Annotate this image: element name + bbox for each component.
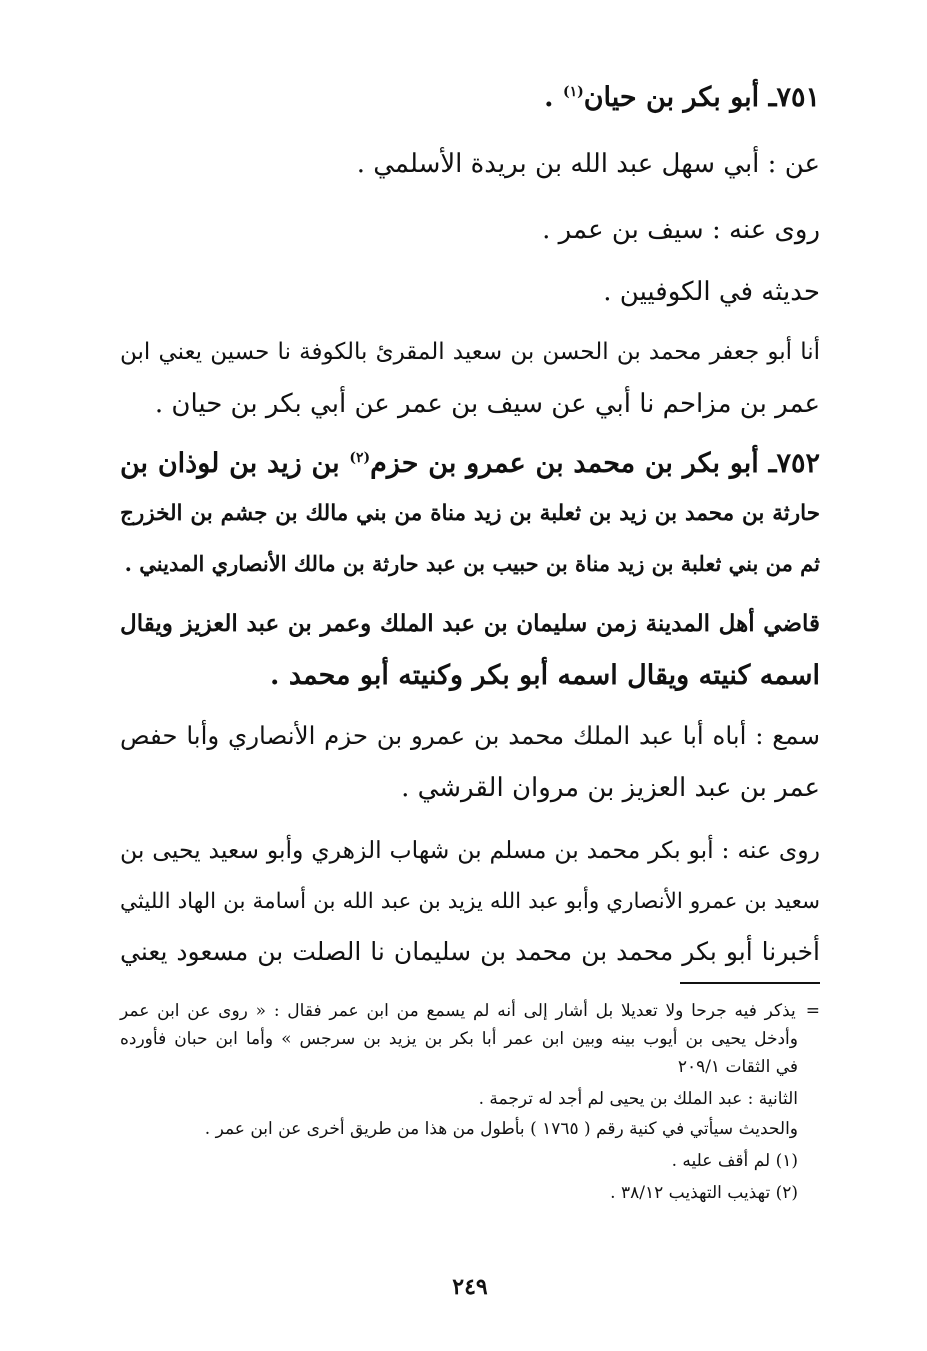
footnote-rule bbox=[680, 982, 820, 984]
entry-752-rawa-line-1: روى عنه : أبو بكر محمد بن مسلم بن شهاب الزهري وأبو سعيد يحيى بن bbox=[120, 836, 820, 864]
footnote-cont-line-1 bbox=[120, 998, 820, 1024]
footnote-2: (٢) تهذيب التهذيب ٣٨/١٢ . bbox=[610, 1183, 798, 1203]
entry-751-rawa: روى عنه : سيف بن عمر . bbox=[542, 215, 820, 245]
entry-752-rawa-line-2: سعيد بن عمرو الأنصاري وأبو عبد الله يزيد بن عبد الله بن أسامة بن الهاد الليثي bbox=[120, 889, 820, 914]
footnote-cont-line-3: في الثقات ٢٠٩/١ bbox=[677, 1057, 798, 1077]
entry-751-an: عن : أبي سهل عبد الله بن بريدة الأسلمي . bbox=[356, 149, 820, 179]
entry-751-isnad-line-1: أنا أبو جعفر محمد بن الحسن بن سعيد المقرئ بالكوفة نا حسين يعني ابن bbox=[120, 339, 820, 365]
page-number: ٢٤٩ bbox=[452, 1274, 488, 1300]
entry-751-isnad-line-2: عمر بن مزاحم نا أبي عن سيف بن عمر عن أبي بكر بن حيان . bbox=[154, 389, 820, 419]
continuation-marker: = bbox=[805, 1001, 820, 1021]
footnote-cont-text-1: يذكر فيه جرحا ولا تعديلا بل أشار إلى أنه لم يسمع من ابن عمر فقال : « روى عن ابن عمر bbox=[120, 1001, 796, 1021]
entry-751-hadith: حديثه في الكوفيين . bbox=[603, 277, 820, 307]
entry-751-heading bbox=[544, 78, 820, 118]
footnote-cont-line-5: والحديث سيأتي في كنية رقم ( ١٧٦٥ ) بأطول من هذا من طريق أخرى عن ابن عمر . bbox=[204, 1119, 798, 1139]
entry-752-heading bbox=[120, 444, 820, 484]
entry-752-sami-line-2: عمر بن عبد العزيز بن مروان القرشي . bbox=[401, 773, 820, 803]
entry-752-title-cont: بن زيد بن لوذان بن bbox=[120, 448, 350, 479]
book-page bbox=[120, 70, 820, 1330]
heading-end: . bbox=[544, 82, 563, 113]
footnote-cont-line-2: وأدخل يحيى بن أيوب بينه وبين ابن عمر أبا بكر بن يزيد بن سرجس » وأما ابن حبان فأورده bbox=[120, 1029, 798, 1049]
entry-752-rawa-line-3: أخبرنا أبو بكر محمد بن محمد بن سليمان نا الصلت بن مسعود يعني bbox=[120, 937, 820, 966]
footnote-ref-2[interactable]: (٢) bbox=[349, 450, 371, 466]
entry-751-title: ٧٥١ـ أبو بكر بن حيان bbox=[583, 82, 820, 113]
entry-752-title: ٧٥٢ـ أبو بكر بن محمد بن عمرو بن حزم bbox=[370, 448, 820, 479]
footnote-1: (١) لم أقف عليه . bbox=[671, 1151, 798, 1171]
entry-752-line-3: ثم من بني ثعلبة بن زيد مناة بن حبيب بن عبد حارثة بن مالك الأنصاري المديني . bbox=[124, 551, 820, 576]
entry-752-line-2: حارثة بن محمد بن زيد بن ثعلبة بن زيد مناة من بني مالك بن جشم بن الخزرج bbox=[120, 501, 820, 526]
entry-752-sami-line-1: سمع : أباه أبا عبد الملك محمد بن عمرو بن حزم الأنصاري وأبا حفص bbox=[120, 721, 820, 750]
footnote-cont-line-4: الثانية : عبد الملك بن يحيى لم أجد له ترجمة . bbox=[478, 1089, 798, 1109]
entry-752-line-4: قاضي أهل المدينة زمن سليمان بن عبد الملك وعمر بن عبد العزيز ويقال bbox=[120, 610, 820, 637]
entry-752-line-5: اسمه كنيته ويقال اسمه أبو بكر وكنيته أبو محمد . bbox=[270, 660, 820, 691]
footnote-ref-1[interactable]: (١) bbox=[562, 84, 584, 100]
